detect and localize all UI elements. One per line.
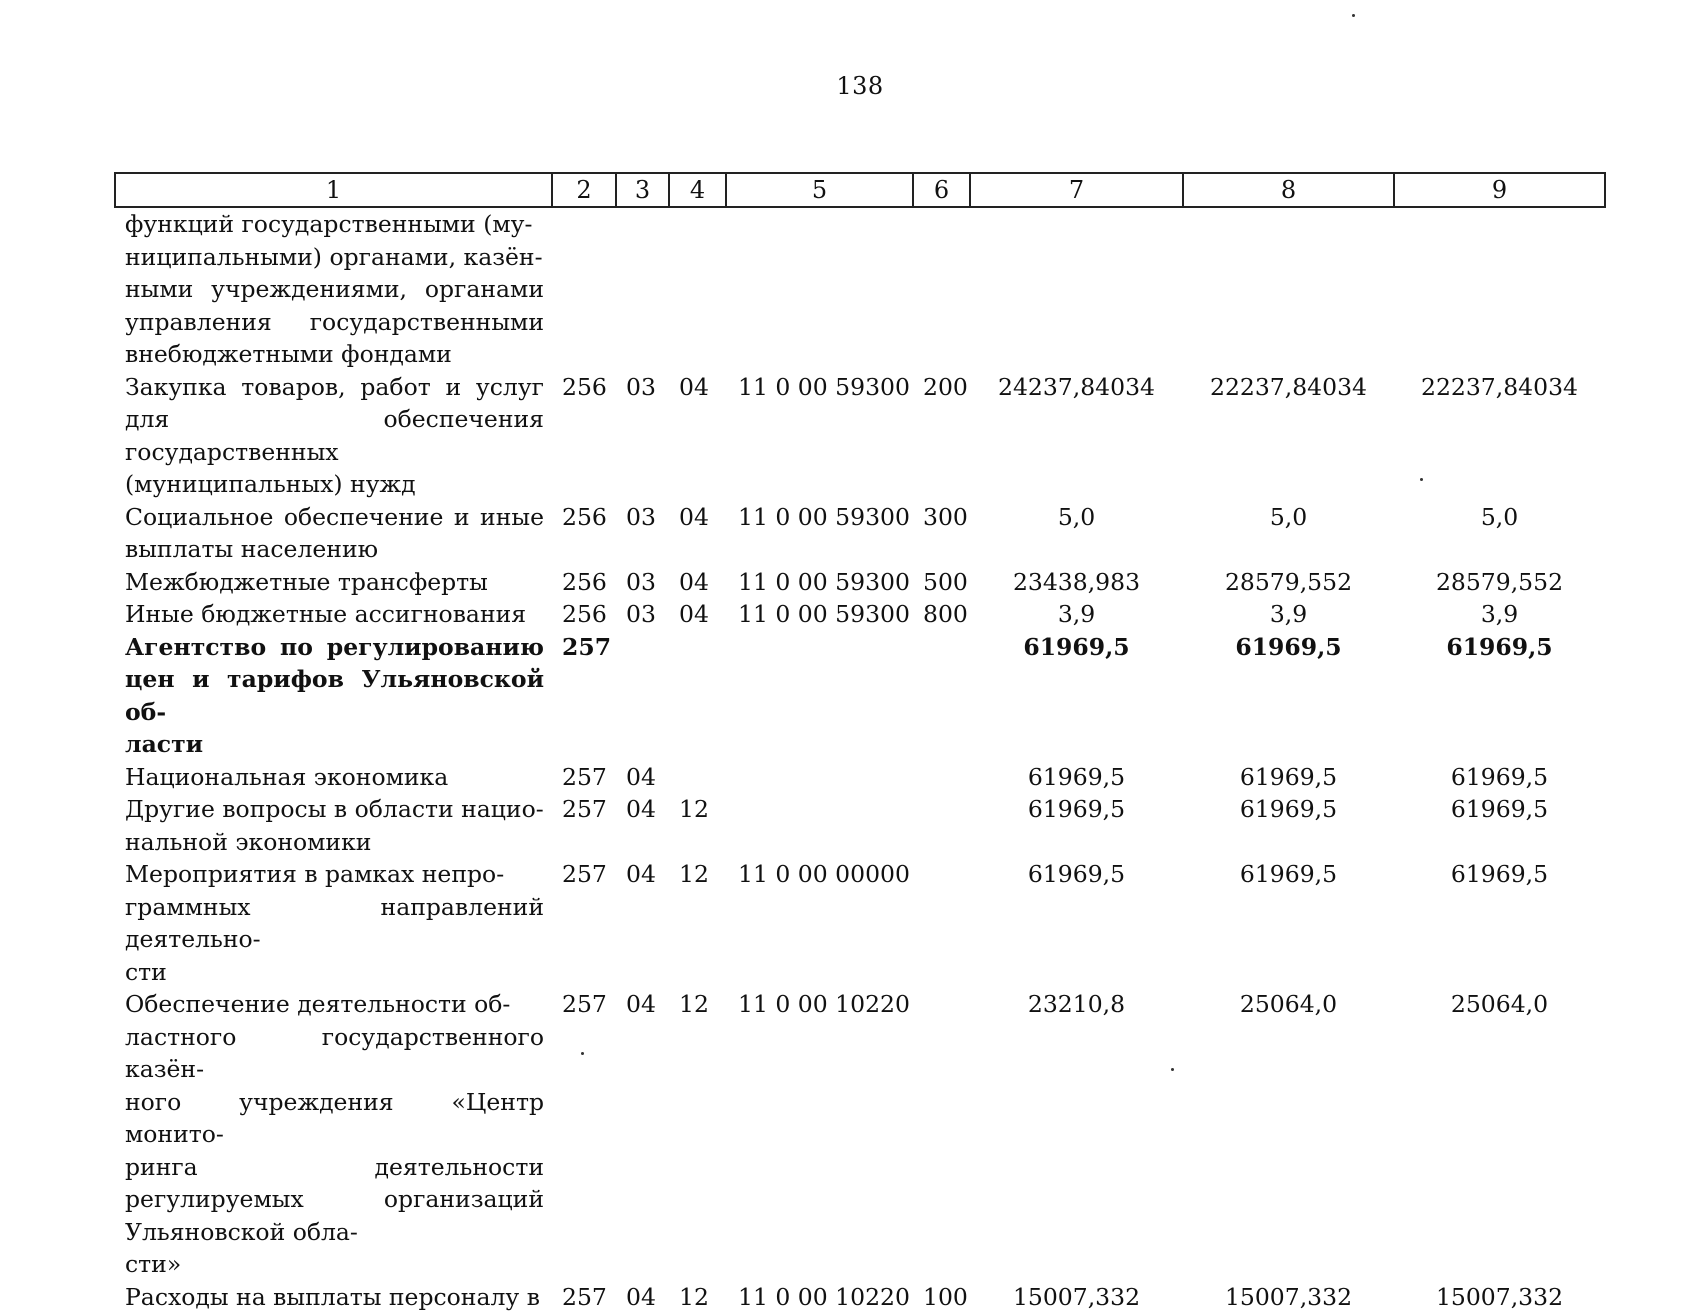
table-row — [115, 1281, 1605, 1313]
cell-name: функций государственными (му- ниципальными) органами, казён- ными учреждениями, органами управления государственными внебюджетными фондами — [115, 207, 552, 371]
cell-expense-type — [913, 858, 970, 988]
cell-grbs: 257 — [552, 631, 616, 761]
header-col-3: 3 — [616, 173, 669, 207]
cell-section: 04 — [616, 793, 669, 858]
cell-amount-year-1: 3,9 — [970, 598, 1183, 631]
table-row — [115, 207, 1605, 371]
cell-subsection — [669, 761, 726, 794]
cell-amount-year-2: 22237,84034 — [1183, 371, 1394, 501]
cell-grbs: 257 — [552, 793, 616, 858]
table-row — [115, 988, 1605, 1281]
cell-section: 03 — [616, 371, 669, 501]
cell-subsection: 04 — [669, 371, 726, 501]
table-row — [115, 761, 1605, 794]
cell-grbs: 257 — [552, 1281, 616, 1313]
cell-target-article: 11 0 00 10220 — [726, 1281, 913, 1313]
cell-name: Агентство по регулированию цен и тарифов Ульяновской об- ласти — [115, 631, 552, 761]
header-col-7: 7 — [970, 173, 1183, 207]
cell-amount-year-1: 23210,8 — [970, 988, 1183, 1281]
table-row — [115, 371, 1605, 501]
cell-amount-year-3: 25064,0 — [1394, 988, 1605, 1281]
cell-name: Межбюджетные трансферты — [115, 566, 552, 599]
cell-name: Мероприятия в рамках непро- граммных направлений деятельно- сти — [115, 858, 552, 988]
cell-target-article: 11 0 00 59300 — [726, 566, 913, 599]
cell-amount-year-2: 15007,332 — [1183, 1281, 1394, 1313]
cell-expense-type: 100 — [913, 1281, 970, 1313]
cell-name: Обеспечение деятельности об- ластного государственного казён- ного учреждения «Центр монито- ринга деятельности регулируемых организаций Ульяновской обла- сти» — [115, 988, 552, 1281]
cell-amount-year-3: 61969,5 — [1394, 793, 1605, 858]
budget-table — [114, 172, 1606, 1313]
cell-name: Иные бюджетные ассигнования — [115, 598, 552, 631]
cell-amount-year-1: 24237,84034 — [970, 371, 1183, 501]
cell-amount-year-2: 61969,5 — [1183, 761, 1394, 794]
cell-section: 03 — [616, 501, 669, 566]
cell-expense-type: 800 — [913, 598, 970, 631]
scan-speck — [581, 1052, 584, 1055]
scan-speck — [1352, 14, 1355, 17]
page-number: 138 — [0, 72, 1696, 100]
header-col-1: 1 — [115, 173, 552, 207]
cell-amount-year-1: 61969,5 — [970, 631, 1183, 761]
cell-amount-year-1: 5,0 — [970, 501, 1183, 566]
cell-expense-type — [913, 793, 970, 858]
cell-target-article — [726, 207, 913, 371]
scan-speck — [1171, 1068, 1174, 1071]
cell-amount-year-2: 25064,0 — [1183, 988, 1394, 1281]
cell-subsection: 04 — [669, 566, 726, 599]
cell-amount-year-2: 61969,5 — [1183, 858, 1394, 988]
table-row — [115, 858, 1605, 988]
cell-expense-type — [913, 631, 970, 761]
cell-name: Национальная экономика — [115, 761, 552, 794]
cell-target-article: 11 0 00 59300 — [726, 501, 913, 566]
header-col-5: 5 — [726, 173, 913, 207]
cell-grbs: 256 — [552, 501, 616, 566]
table-body — [115, 207, 1605, 1313]
cell-section: 03 — [616, 566, 669, 599]
header-col-9: 9 — [1394, 173, 1605, 207]
cell-section: 04 — [616, 988, 669, 1281]
cell-grbs — [552, 207, 616, 371]
cell-amount-year-3: 15007,332 — [1394, 1281, 1605, 1313]
cell-target-article — [726, 761, 913, 794]
cell-amount-year-2: 3,9 — [1183, 598, 1394, 631]
cell-expense-type — [913, 761, 970, 794]
cell-amount-year-2: 5,0 — [1183, 501, 1394, 566]
cell-section: 03 — [616, 598, 669, 631]
cell-grbs: 257 — [552, 761, 616, 794]
cell-subsection: 04 — [669, 598, 726, 631]
table-header — [115, 173, 1605, 207]
header-col-2: 2 — [552, 173, 616, 207]
table-row — [115, 598, 1605, 631]
cell-amount-year-3: 61969,5 — [1394, 858, 1605, 988]
cell-grbs: 256 — [552, 371, 616, 501]
cell-subsection: 12 — [669, 1281, 726, 1313]
table-row — [115, 631, 1605, 761]
cell-grbs: 257 — [552, 858, 616, 988]
cell-amount-year-1: 61969,5 — [970, 858, 1183, 988]
cell-subsection — [669, 207, 726, 371]
cell-target-article: 11 0 00 59300 — [726, 371, 913, 501]
cell-expense-type — [913, 207, 970, 371]
scan-speck — [1420, 478, 1423, 481]
cell-section — [616, 207, 669, 371]
cell-section: 04 — [616, 761, 669, 794]
cell-name: Закупка товаров, работ и услуг для обеспечения государственных (муниципальных) нужд — [115, 371, 552, 501]
cell-section — [616, 631, 669, 761]
cell-amount-year-3: 5,0 — [1394, 501, 1605, 566]
cell-amount-year-3 — [1394, 207, 1605, 371]
cell-subsection: 04 — [669, 501, 726, 566]
cell-amount-year-3: 3,9 — [1394, 598, 1605, 631]
cell-grbs: 256 — [552, 598, 616, 631]
cell-section: 04 — [616, 858, 669, 988]
cell-target-article: 11 0 00 10220 — [726, 988, 913, 1281]
header-row — [115, 173, 1605, 207]
cell-amount-year-3: 22237,84034 — [1394, 371, 1605, 501]
cell-amount-year-3: 61969,5 — [1394, 631, 1605, 761]
cell-amount-year-3: 61969,5 — [1394, 761, 1605, 794]
cell-subsection — [669, 631, 726, 761]
cell-amount-year-1: 61969,5 — [970, 761, 1183, 794]
cell-amount-year-3: 28579,552 — [1394, 566, 1605, 599]
cell-name: Социальное обеспечение и иные выплаты населению — [115, 501, 552, 566]
cell-target-article: 11 0 00 59300 — [726, 598, 913, 631]
table-row — [115, 501, 1605, 566]
header-col-8: 8 — [1183, 173, 1394, 207]
cell-amount-year-2: 28579,552 — [1183, 566, 1394, 599]
cell-expense-type: 200 — [913, 371, 970, 501]
header-col-6: 6 — [913, 173, 970, 207]
cell-subsection: 12 — [669, 988, 726, 1281]
cell-amount-year-2: 61969,5 — [1183, 793, 1394, 858]
cell-target-article — [726, 793, 913, 858]
header-col-4: 4 — [669, 173, 726, 207]
cell-amount-year-1 — [970, 207, 1183, 371]
cell-name: Расходы на выплаты персоналу в — [115, 1281, 552, 1313]
table-row — [115, 566, 1605, 599]
cell-grbs: 257 — [552, 988, 616, 1281]
cell-target-article — [726, 631, 913, 761]
cell-amount-year-1: 15007,332 — [970, 1281, 1183, 1313]
cell-amount-year-2: 61969,5 — [1183, 631, 1394, 761]
cell-expense-type: 300 — [913, 501, 970, 566]
cell-subsection: 12 — [669, 858, 726, 988]
cell-expense-type — [913, 988, 970, 1281]
table-row — [115, 793, 1605, 858]
cell-amount-year-1: 61969,5 — [970, 793, 1183, 858]
cell-subsection: 12 — [669, 793, 726, 858]
cell-grbs: 256 — [552, 566, 616, 599]
cell-amount-year-2 — [1183, 207, 1394, 371]
cell-name: Другие вопросы в области нацио- нальной экономики — [115, 793, 552, 858]
cell-expense-type: 500 — [913, 566, 970, 599]
cell-target-article: 11 0 00 00000 — [726, 858, 913, 988]
cell-amount-year-1: 23438,983 — [970, 566, 1183, 599]
cell-section: 04 — [616, 1281, 669, 1313]
